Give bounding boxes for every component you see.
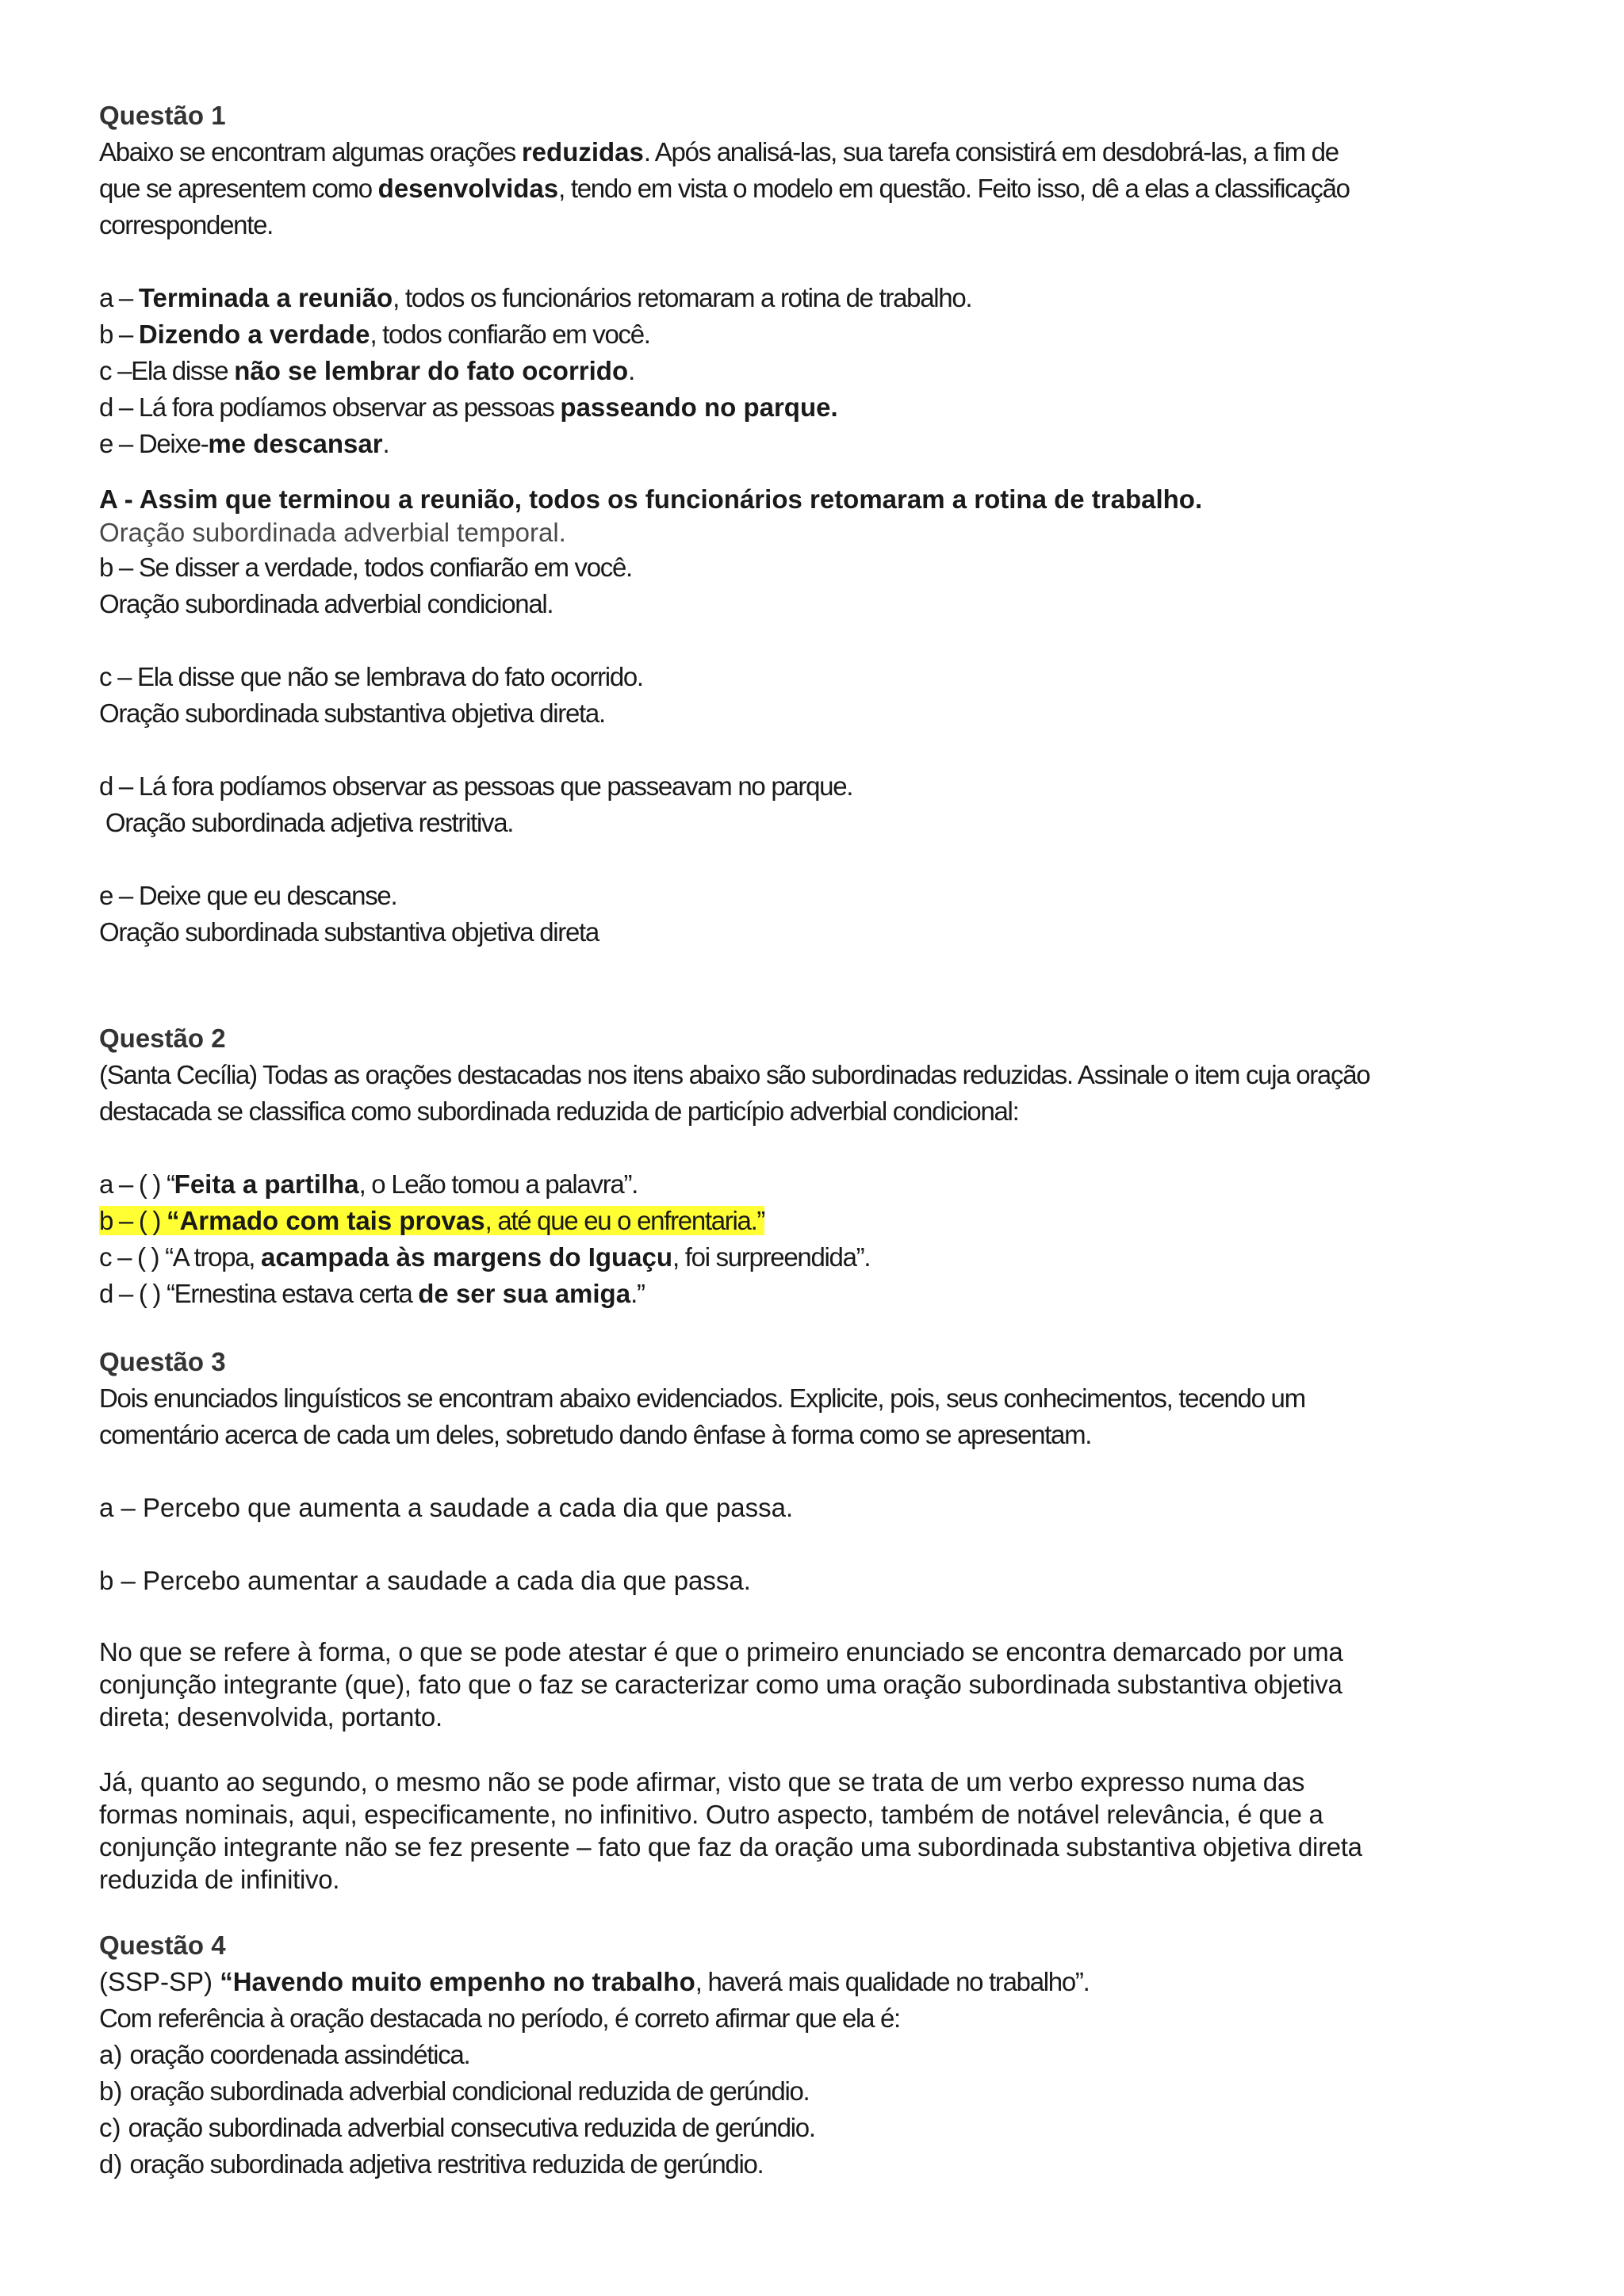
option-highlight: acampada às margens do Iguaçu (261, 1242, 673, 1272)
q1-intro-bold: reduzidas (521, 137, 644, 166)
q3-title: Questão 3 (99, 1347, 226, 1376)
stem-prefix: (SSP-SP) (99, 1967, 220, 1996)
q1-answer-a-class: Oração subordinada adverbial temporal. (99, 518, 566, 547)
q1-answer-d-sentence: d – Lá fora podíamos observar as pessoas que passeavam no parque. (99, 771, 853, 801)
option-label: c) (99, 2113, 128, 2142)
item-prefix: b – (99, 320, 139, 349)
q4-option-d (99, 2146, 1542, 2183)
stem-highlight: “Havendo muito empenho no trabalho (220, 1967, 695, 1996)
q1-answer-c-sentence: c – Ela disse que não se lembrava do fato ocorrido. (99, 662, 643, 691)
q2-title: Questão 2 (99, 1024, 226, 1053)
q1-intro-bold: desenvolvidas (377, 174, 559, 203)
q1-answer-a-sentence: A - Assim que terminou a reunião, todos os funcionários retomaram a rotina de trabalho. (99, 484, 1203, 514)
q1-intro-text: , tendo em vista o modelo em questão. Feito isso, dê a elas a classificação (558, 174, 1350, 203)
q3-intro-line1: Dois enunciados linguísticos se encontram abaixo evidenciados. Explicite, pois, seus conhecimentos, tecendo um (99, 1383, 1305, 1413)
option-suffix: .” (630, 1279, 645, 1308)
q1-item-b (99, 316, 1542, 353)
q1-intro-line1 (99, 134, 1542, 170)
paragraph-line: conjunção integrante (que), fato que o faz se caracterizar como uma oração subordinada substantiva objetiva (99, 1670, 1342, 1699)
q3-sentence-a: a – Percebo que aumenta a saudade a cada dia que passa. (99, 1493, 794, 1522)
q2-intro-line1: (Santa Cecília) Todas as orações destacadas nos itens abaixo são subordinadas reduzidas. Assinale o item cuja oração (99, 1060, 1370, 1089)
item-highlight: Terminada a reunião (138, 283, 393, 312)
item-suffix: . (628, 356, 634, 385)
option-prefix: b – ( ) (99, 1206, 167, 1235)
q2-option-c (99, 1239, 1542, 1276)
q4-option-b (99, 2073, 1542, 2110)
option-label: a) (99, 2040, 130, 2069)
q2-option-a (99, 1166, 1542, 1203)
item-suffix: , todos os funcionários retomaram a rotina de trabalho. (393, 283, 972, 312)
option-highlight: Feita a partilha (174, 1169, 359, 1199)
paragraph-line: conjunção integrante não se fez presente – fato que faz da oração uma subordinada substantiva objetiva direta (99, 1832, 1362, 1862)
q1-answer-c-class: Oração subordinada substantiva objetiva direta. (99, 698, 605, 728)
q1-intro-text: Abaixo se encontram algumas orações (99, 137, 522, 166)
highlighted-answer (99, 1206, 764, 1235)
item-highlight: passeando no parque. (560, 392, 838, 422)
item-highlight: me descansar (208, 429, 383, 458)
q1-intro-text: que se apresentem como (99, 174, 378, 203)
item-suffix: , todos confiarão em você. (370, 320, 650, 349)
q1-answer-b-class: Oração subordinada adverbial condicional. (99, 589, 553, 618)
option-label: d) (99, 2149, 130, 2179)
paragraph-line: Já, quanto ao segundo, o mesmo não se pode afirmar, visto que se trata de um verbo expresso numa das (99, 1767, 1305, 1797)
q4-option-a (99, 2037, 1542, 2073)
stem-suffix: , haverá mais qualidade no trabalho”. (695, 1967, 1090, 1996)
q4-stem (99, 1964, 1542, 2000)
q4-option-c (99, 2110, 1542, 2146)
option-text: oração subordinada adverbial condicional reduzida de gerúndio. (129, 2076, 810, 2106)
q1-intro-line3: correspondente. (99, 210, 273, 239)
q2-intro-line2: destacada se classifica como subordinada reduzida de particípio adverbial condicional: (99, 1096, 1019, 1126)
paragraph-line: formas nominais, aqui, especificamente, no infinitivo. Outro aspecto, também de notável relevância, é que a (99, 1800, 1323, 1829)
option-highlight: de ser sua amiga (418, 1279, 631, 1308)
option-prefix: a – ( ) “ (99, 1169, 174, 1199)
q3-answer-paragraph-2 (99, 1766, 1542, 1896)
document-page (99, 98, 1542, 2183)
item-prefix: d – Lá fora podíamos observar as pessoas (99, 392, 561, 422)
option-text: oração coordenada assindética. (129, 2040, 470, 2069)
q1-item-a (99, 280, 1542, 316)
item-prefix: a – (99, 283, 139, 312)
q1-answer-e-sentence: e – Deixe que eu descanse. (99, 881, 397, 910)
q4-question: Com referência à oração destacada no período, é correto afirmar que ela é: (99, 2003, 900, 2033)
q1-answer-d-class: Oração subordinada adjetiva restritiva. (99, 808, 514, 837)
q1-intro-text: . Após analisá-las, sua tarefa consistirá em desdobrá-las, a fim de (643, 137, 1339, 166)
option-highlight: “Armado com tais provas (166, 1206, 485, 1235)
paragraph-line: direta; desenvolvida, portanto. (99, 1702, 442, 1732)
option-text: oração subordinada adverbial consecutiva reduzida de gerúndio. (128, 2113, 815, 2142)
q4-title: Questão 4 (99, 1931, 226, 1960)
q3-intro-line2: comentário acerca de cada um deles, sobretudo dando ênfase à forma como se apresentam. (99, 1420, 1092, 1449)
q1-answer-b-sentence: b – Se disser a verdade, todos confiarão em você. (99, 553, 632, 582)
option-prefix: d – ( ) “Ernestina estava certa (99, 1279, 419, 1308)
q1-item-e (99, 426, 1542, 462)
item-prefix: e – Deixe- (99, 429, 209, 458)
item-highlight: Dizendo a verdade (138, 320, 370, 349)
paragraph-line: reduzida de infinitivo. (99, 1865, 340, 1894)
q2-option-d (99, 1276, 1542, 1312)
item-prefix: c –Ela disse (99, 356, 235, 385)
option-suffix: , até que eu o enfrentaria.” (485, 1206, 765, 1235)
q1-item-c (99, 353, 1542, 389)
q3-answer-paragraph-1 (99, 1636, 1542, 1733)
option-label: b) (99, 2076, 130, 2106)
item-highlight: não se lembrar do fato ocorrido (234, 356, 629, 385)
q1-item-d (99, 389, 1542, 426)
option-suffix: , o Leão tomou a palavra”. (358, 1169, 638, 1199)
q1-title: Questão 1 (99, 101, 226, 130)
q2-option-b (99, 1203, 1542, 1239)
q3-sentence-b: b – Percebo aumentar a saudade a cada dia que passa. (99, 1566, 751, 1595)
option-suffix: , foi surpreendida”. (672, 1242, 871, 1272)
q1-answer-e-class: Oração subordinada substantiva objetiva direta (99, 917, 599, 947)
item-suffix: . (382, 429, 389, 458)
option-text: oração subordinada adjetiva restritiva reduzida de gerúndio. (129, 2149, 764, 2179)
option-prefix: c – ( ) “A tropa, (99, 1242, 262, 1272)
q1-intro-line2 (99, 170, 1542, 207)
paragraph-line: No que se refere à forma, o que se pode atestar é que o primeiro enunciado se encontra demarcado por uma (99, 1637, 1343, 1667)
